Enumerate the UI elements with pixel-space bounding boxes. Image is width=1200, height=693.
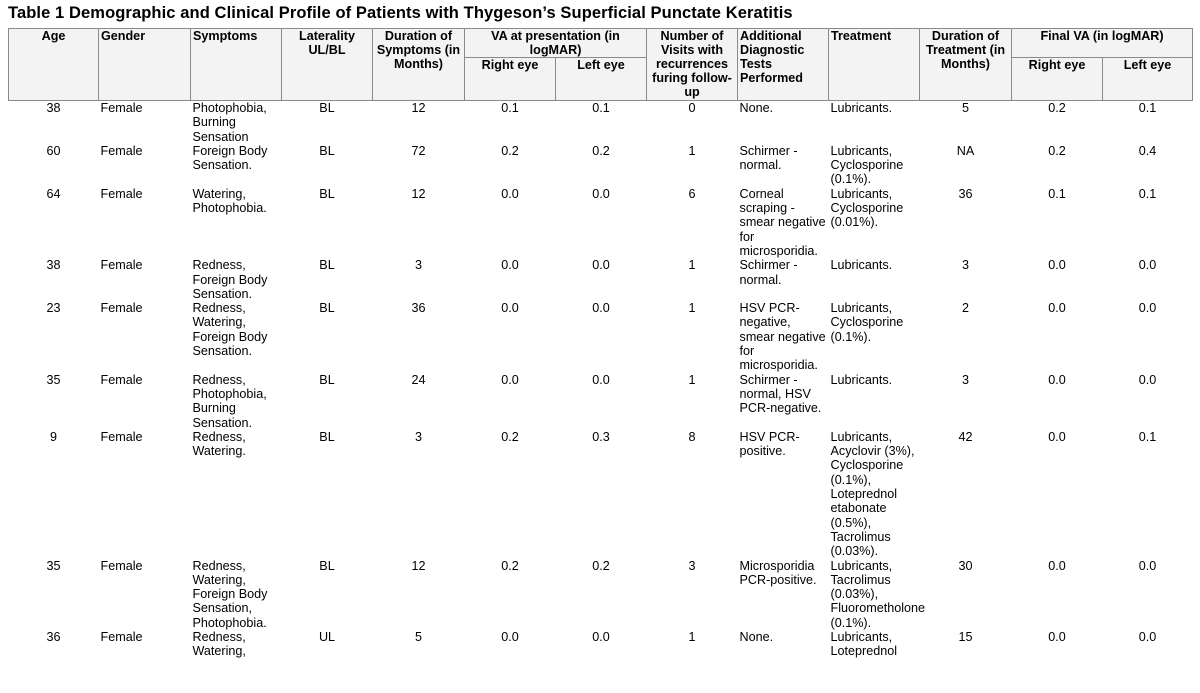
- cell-visits: 1: [688, 301, 696, 316]
- col-header-tests: Additional Diagnostic Tests Performed: [738, 29, 829, 101]
- cell-final-left: 0.0: [1138, 301, 1157, 316]
- cell-va-left: 0.3: [592, 429, 610, 444]
- cell-visits: 1: [688, 629, 696, 644]
- table-row: [9, 144, 1193, 187]
- cell-final-right: 0.0: [1048, 301, 1066, 316]
- table-row: [9, 373, 1193, 430]
- cell-va-right: 0.2: [501, 143, 519, 158]
- cell-laterality: BL: [319, 258, 335, 273]
- cell-tests: Schirmer - normal.: [739, 258, 798, 287]
- cell-gender: Female: [100, 629, 143, 644]
- cell-gender: Female: [100, 143, 143, 158]
- cell-va-right: 0.0: [501, 372, 519, 387]
- table-body: [9, 101, 1193, 659]
- cell-tests: Corneal scraping - smear negative for microsporidia.: [739, 186, 826, 258]
- cell-final-right: 0.1: [1048, 186, 1066, 201]
- cell-final-right: 0.0: [1048, 372, 1066, 387]
- cell-treatment: Lubricants.: [830, 372, 893, 387]
- cell-duration-treatment: 3: [962, 258, 970, 273]
- cell-visits: 1: [688, 143, 696, 158]
- col-header-final-left: Left eye: [1103, 58, 1193, 101]
- cell-final-right: 0.0: [1048, 629, 1066, 644]
- cell-treatment: Lubricants, Cyclosporine (0.1%).: [830, 301, 904, 344]
- cell-symptoms: Foreign Body Sensation.: [192, 143, 268, 173]
- cell-age: 38: [46, 101, 61, 115]
- cell-gender: Female: [100, 301, 143, 316]
- cell-final-right: 0.2: [1048, 143, 1066, 158]
- cell-va-right: 0.1: [501, 101, 519, 115]
- cell-final-left: 0.0: [1138, 558, 1157, 573]
- cell-laterality: BL: [319, 558, 335, 573]
- col-header-duration-symptoms: Duration of Symptoms (in Months): [373, 29, 465, 101]
- cell-treatment: Lubricants.: [830, 101, 893, 115]
- cell-va-right: 0.2: [501, 429, 519, 444]
- cell-age: 64: [46, 186, 61, 201]
- cell-va-right: 0.2: [501, 558, 519, 573]
- cell-laterality: BL: [319, 301, 335, 316]
- cell-treatment: Lubricants, Cyclosporine (0.1%).: [830, 143, 904, 187]
- cell-treatment: Lubricants, Cyclosporine (0.01%).: [830, 186, 904, 230]
- col-header-duration-treatment: Duration of Treatment (in Months): [920, 29, 1012, 101]
- cell-gender: Female: [100, 258, 143, 273]
- cell-gender: Female: [100, 429, 143, 444]
- col-header-age: Age: [9, 29, 99, 101]
- table-caption: Table 1 Demographic and Clinical Profile of Patients with Thygeson’s Superficial Punctate Keratitis: [8, 4, 793, 22]
- cell-duration: 72: [411, 143, 426, 158]
- cell-gender: Female: [100, 372, 143, 387]
- cell-final-left: 0.1: [1138, 101, 1157, 115]
- cell-gender: Female: [100, 186, 143, 201]
- cell-laterality: UL: [318, 629, 336, 644]
- cell-tests: Schirmer - normal.: [739, 143, 798, 173]
- table-row: [9, 559, 1193, 630]
- cell-final-right: 0.0: [1048, 258, 1066, 273]
- cell-final-left: 0.0: [1138, 372, 1157, 387]
- cell-duration: 3: [414, 429, 422, 444]
- cell-age: 9: [49, 429, 57, 444]
- cell-tests: Microsporidia PCR-positive.: [739, 558, 817, 587]
- cell-duration-treatment: NA: [956, 143, 975, 158]
- cell-tests: HSV PCR-negative, smear negative for microsporidia.: [739, 301, 826, 373]
- col-header-laterality: Laterality UL/BL: [282, 29, 373, 101]
- cell-final-right: 0.0: [1048, 429, 1066, 444]
- col-header-va-presentation: VA at presentation (in logMAR): [465, 29, 647, 58]
- cell-symptoms: Redness, Watering, Foreign Body Sensation.: [192, 301, 268, 359]
- cell-age: 60: [46, 143, 61, 158]
- cell-symptoms: Redness, Watering, Foreign Body Sensation, Photophobia.: [192, 558, 268, 630]
- cell-duration: 36: [411, 301, 426, 316]
- cell-va-left: 0.2: [592, 558, 610, 573]
- cell-visits: 1: [688, 372, 696, 387]
- cell-laterality: BL: [319, 372, 335, 387]
- cell-duration-treatment: 15: [958, 629, 973, 644]
- cell-symptoms: Redness, Watering,: [192, 629, 246, 659]
- cell-symptoms: Redness, Foreign Body Sensation.: [192, 258, 268, 301]
- col-header-gender: Gender: [99, 29, 191, 101]
- cell-visits: 6: [688, 186, 696, 201]
- header-row-top: [9, 29, 1193, 58]
- cell-visits: 1: [688, 258, 696, 273]
- cell-age: 35: [46, 558, 61, 573]
- cell-symptoms: Redness, Watering.: [192, 429, 246, 459]
- col-header-visits: Number of Visits with recurrences furing follow-up: [647, 29, 738, 101]
- cell-laterality: BL: [319, 143, 335, 158]
- patient-profile-table: [8, 28, 1193, 659]
- cell-va-right: 0.0: [501, 629, 519, 644]
- cell-laterality: BL: [319, 101, 335, 115]
- cell-symptoms: Photophobia, Burning Sensation: [192, 101, 267, 144]
- cell-final-right: 0.2: [1048, 101, 1066, 115]
- cell-va-left: 0.0: [592, 301, 610, 316]
- cell-va-left: 0.0: [592, 258, 610, 273]
- col-header-final-va: Final VA (in logMAR): [1012, 29, 1193, 58]
- cell-final-left: 0.4: [1138, 143, 1157, 158]
- cell-tests: Schirmer - normal, HSV PCR-negative.: [739, 372, 822, 416]
- cell-final-left: 0.0: [1138, 629, 1157, 644]
- cell-va-left: 0.0: [592, 629, 610, 644]
- cell-age: 35: [46, 372, 61, 387]
- cell-duration: 24: [411, 372, 426, 387]
- cell-symptoms: Redness, Photophobia, Burning Sensation.: [192, 372, 267, 430]
- cell-treatment: Lubricants, Loteprednol: [830, 629, 898, 659]
- cell-laterality: BL: [319, 186, 335, 201]
- table-row: [9, 101, 1193, 144]
- cell-va-right: 0.0: [501, 258, 519, 273]
- cell-laterality: BL: [319, 429, 335, 444]
- cell-va-left: 0.1: [592, 101, 610, 115]
- table-row: [9, 258, 1193, 301]
- cell-visits: 3: [688, 558, 696, 573]
- cell-duration: 12: [411, 101, 426, 115]
- cell-va-left: 0.0: [592, 186, 610, 201]
- cell-duration: 12: [411, 558, 426, 573]
- cell-va-left: 0.2: [592, 143, 610, 158]
- cell-va-right: 0.0: [501, 186, 519, 201]
- col-header-symptoms: Symptoms: [191, 29, 282, 101]
- cell-duration: 12: [411, 186, 426, 201]
- table-row: [9, 187, 1193, 258]
- table-row: [9, 301, 1193, 372]
- cell-treatment: Lubricants.: [830, 258, 893, 273]
- cell-tests: None.: [739, 629, 774, 644]
- cell-treatment: Lubricants, Tacrolimus (0.03%), Fluorometholone (0.1%).: [830, 558, 926, 630]
- cell-final-left: 0.1: [1138, 429, 1157, 444]
- col-header-va-left: Left eye: [556, 58, 647, 101]
- cell-age: 23: [46, 301, 61, 316]
- cell-duration-treatment: 5: [962, 101, 970, 115]
- cell-duration-treatment: 30: [958, 558, 973, 573]
- cell-gender: Female: [100, 101, 143, 115]
- cell-gender: Female: [100, 558, 143, 573]
- cell-duration-treatment: 3: [962, 372, 970, 387]
- cell-duration: 3: [414, 258, 422, 273]
- cell-duration: 5: [414, 629, 422, 644]
- cell-duration-treatment: 36: [958, 186, 973, 201]
- cell-final-right: 0.0: [1048, 558, 1066, 573]
- cell-final-left: 0.1: [1138, 186, 1157, 201]
- cell-treatment: Lubricants, Acyclovir (3%), Cyclosporine (0.1%), Loteprednol etabonate (0.5%), Tacrolimus (0.03%).: [830, 429, 915, 559]
- col-header-final-right: Right eye: [1012, 58, 1103, 101]
- cell-final-left: 0.0: [1138, 258, 1157, 273]
- col-header-treatment: Treatment: [829, 29, 920, 101]
- cell-symptoms: Watering, Photophobia.: [192, 186, 267, 216]
- cell-visits: 0: [688, 101, 696, 115]
- cell-visits: 8: [688, 429, 696, 444]
- col-header-va-right: Right eye: [465, 58, 556, 101]
- cell-va-left: 0.0: [592, 372, 610, 387]
- cell-age: 38: [46, 258, 61, 273]
- table-row: [9, 630, 1193, 659]
- cell-va-right: 0.0: [501, 301, 519, 316]
- cell-duration-treatment: 42: [958, 429, 973, 444]
- cell-age: 36: [46, 629, 61, 644]
- cell-tests: HSV PCR-positive.: [739, 429, 800, 459]
- cell-tests: None.: [739, 101, 774, 115]
- table-row: [9, 430, 1193, 559]
- cell-duration-treatment: 2: [962, 301, 970, 316]
